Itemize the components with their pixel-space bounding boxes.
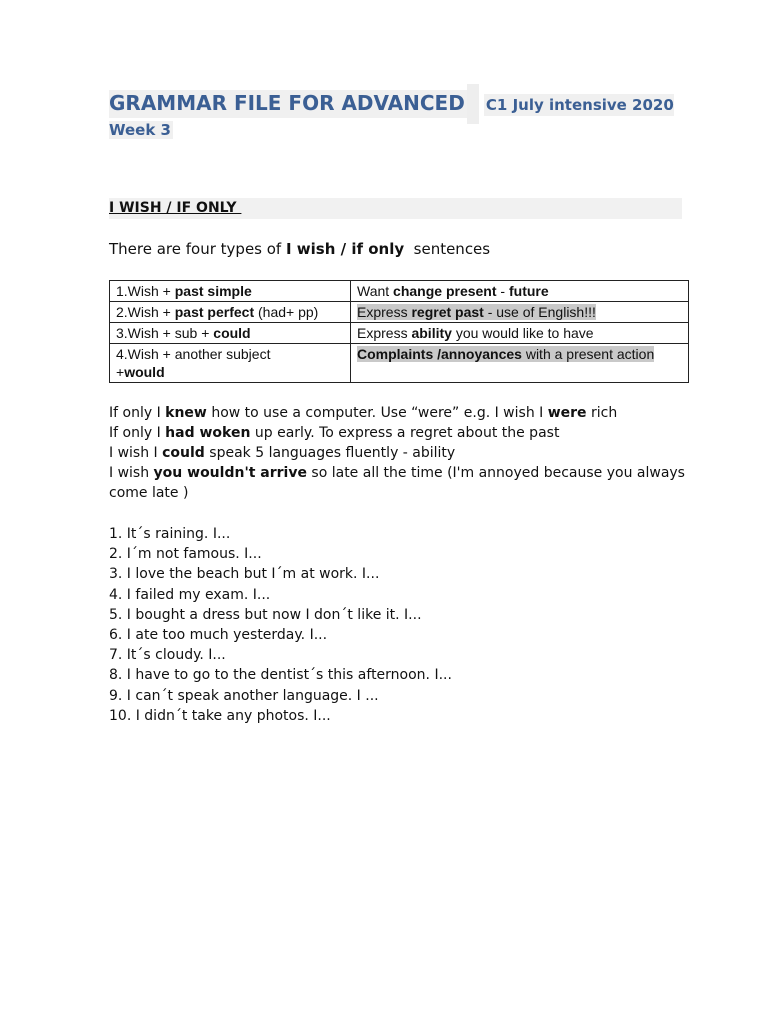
list-item: 9. I can´t speak another language. I ... [109, 687, 379, 704]
example-line [109, 443, 689, 463]
cell-text: 4.Wish + another subject [116, 346, 271, 362]
table-row [110, 344, 689, 383]
example-text: rich [586, 405, 618, 421]
table-cell [110, 323, 351, 344]
cell-text: 2.Wish + [116, 304, 175, 320]
highlighted-text [357, 346, 654, 362]
example-bold: had woken [165, 425, 251, 441]
cell-text: Want [357, 283, 394, 299]
title-spacer [467, 84, 479, 124]
cell-bold: past perfect [174, 304, 255, 320]
cell-text: - use of English!!! [483, 304, 596, 320]
table-cell [110, 302, 351, 323]
list-item: 4. I failed my exam. I... [109, 586, 271, 603]
cell-text: + [116, 364, 125, 380]
exercise-list [109, 524, 452, 726]
table-row [110, 281, 689, 302]
cell-text: (had+ pp) [254, 304, 319, 320]
example-text: speak 5 languages fluently - ability [204, 445, 456, 461]
cell-text: Express [357, 304, 412, 320]
cell-bold: regret past [411, 304, 484, 320]
example-text: so late all the time (I'm annoyed because you always come late ) [109, 465, 685, 501]
section-heading: I WISH / IF ONLY [109, 200, 242, 216]
wish-types-table [109, 280, 689, 383]
example-sentences [109, 403, 689, 503]
intro-text-end: sentences [404, 240, 491, 258]
intro-bold: I wish / if only [285, 240, 405, 258]
cell-bold: change present [393, 283, 497, 299]
example-text: If only I [109, 425, 166, 441]
intro-text: There are four types of [109, 240, 286, 258]
table-cell [351, 323, 689, 344]
example-line [109, 423, 689, 443]
example-bold: knew [165, 405, 207, 421]
cell-bold: past simple [174, 283, 252, 299]
section-heading-bar [109, 198, 682, 219]
table-cell [351, 344, 689, 383]
cell-text: Express [357, 325, 412, 341]
list-item: 3. I love the beach but I´m at work. I... [109, 566, 380, 583]
table-row [110, 323, 689, 344]
example-text: how to use a computer. Use “were” e.g. I wish I [206, 405, 548, 421]
list-item: 10. I didn´t take any photos. I... [109, 707, 331, 724]
example-text: I wish [109, 465, 154, 481]
cell-text: with a present action [521, 346, 655, 362]
intro-sentence [109, 240, 490, 258]
cell-bold: future [508, 283, 549, 299]
highlighted-text [357, 304, 596, 320]
title-line [109, 84, 674, 124]
week-label: Week 3 [109, 121, 171, 139]
table-cell [110, 344, 351, 383]
example-text: up early. To express a regret about the past [250, 425, 560, 441]
cell-text: 3.Wish + sub + [116, 325, 214, 341]
list-item: 1. It´s raining. I... [109, 526, 231, 542]
document-subtitle: C1 July intensive 2020 [485, 96, 674, 114]
cell-bold: Complaints /annoyances [357, 346, 522, 362]
cell-bold: could [213, 325, 251, 341]
list-item: 6. I ate too much yesterday. I... [109, 627, 328, 644]
cell-text: 1.Wish + [116, 283, 175, 299]
list-item: 8. I have to go to the dentist´s this afternoon. I... [109, 667, 452, 684]
table-cell [110, 281, 351, 302]
example-bold: you wouldn't arrive [153, 465, 307, 481]
example-text: If only I [109, 405, 166, 421]
example-line [109, 403, 689, 423]
table-row [110, 302, 689, 323]
document-title: GRAMMAR FILE FOR ADVANCED [109, 90, 467, 118]
example-text: I wish I [109, 445, 163, 461]
list-item: 7. It´s cloudy. I... [109, 647, 226, 664]
example-line [109, 463, 689, 503]
cell-text: you would like to have [451, 325, 594, 341]
cell-bold: would [124, 364, 165, 380]
table-cell [351, 281, 689, 302]
cell-text: - [496, 283, 509, 299]
list-item: 2. I´m not famous. I... [109, 546, 262, 563]
list-item: 5. I bought a dress but now I don´t like it. I... [109, 606, 422, 623]
cell-bold: ability [411, 325, 452, 341]
example-bold: were [547, 405, 587, 421]
table-cell [351, 302, 689, 323]
example-bold: could [162, 445, 205, 461]
